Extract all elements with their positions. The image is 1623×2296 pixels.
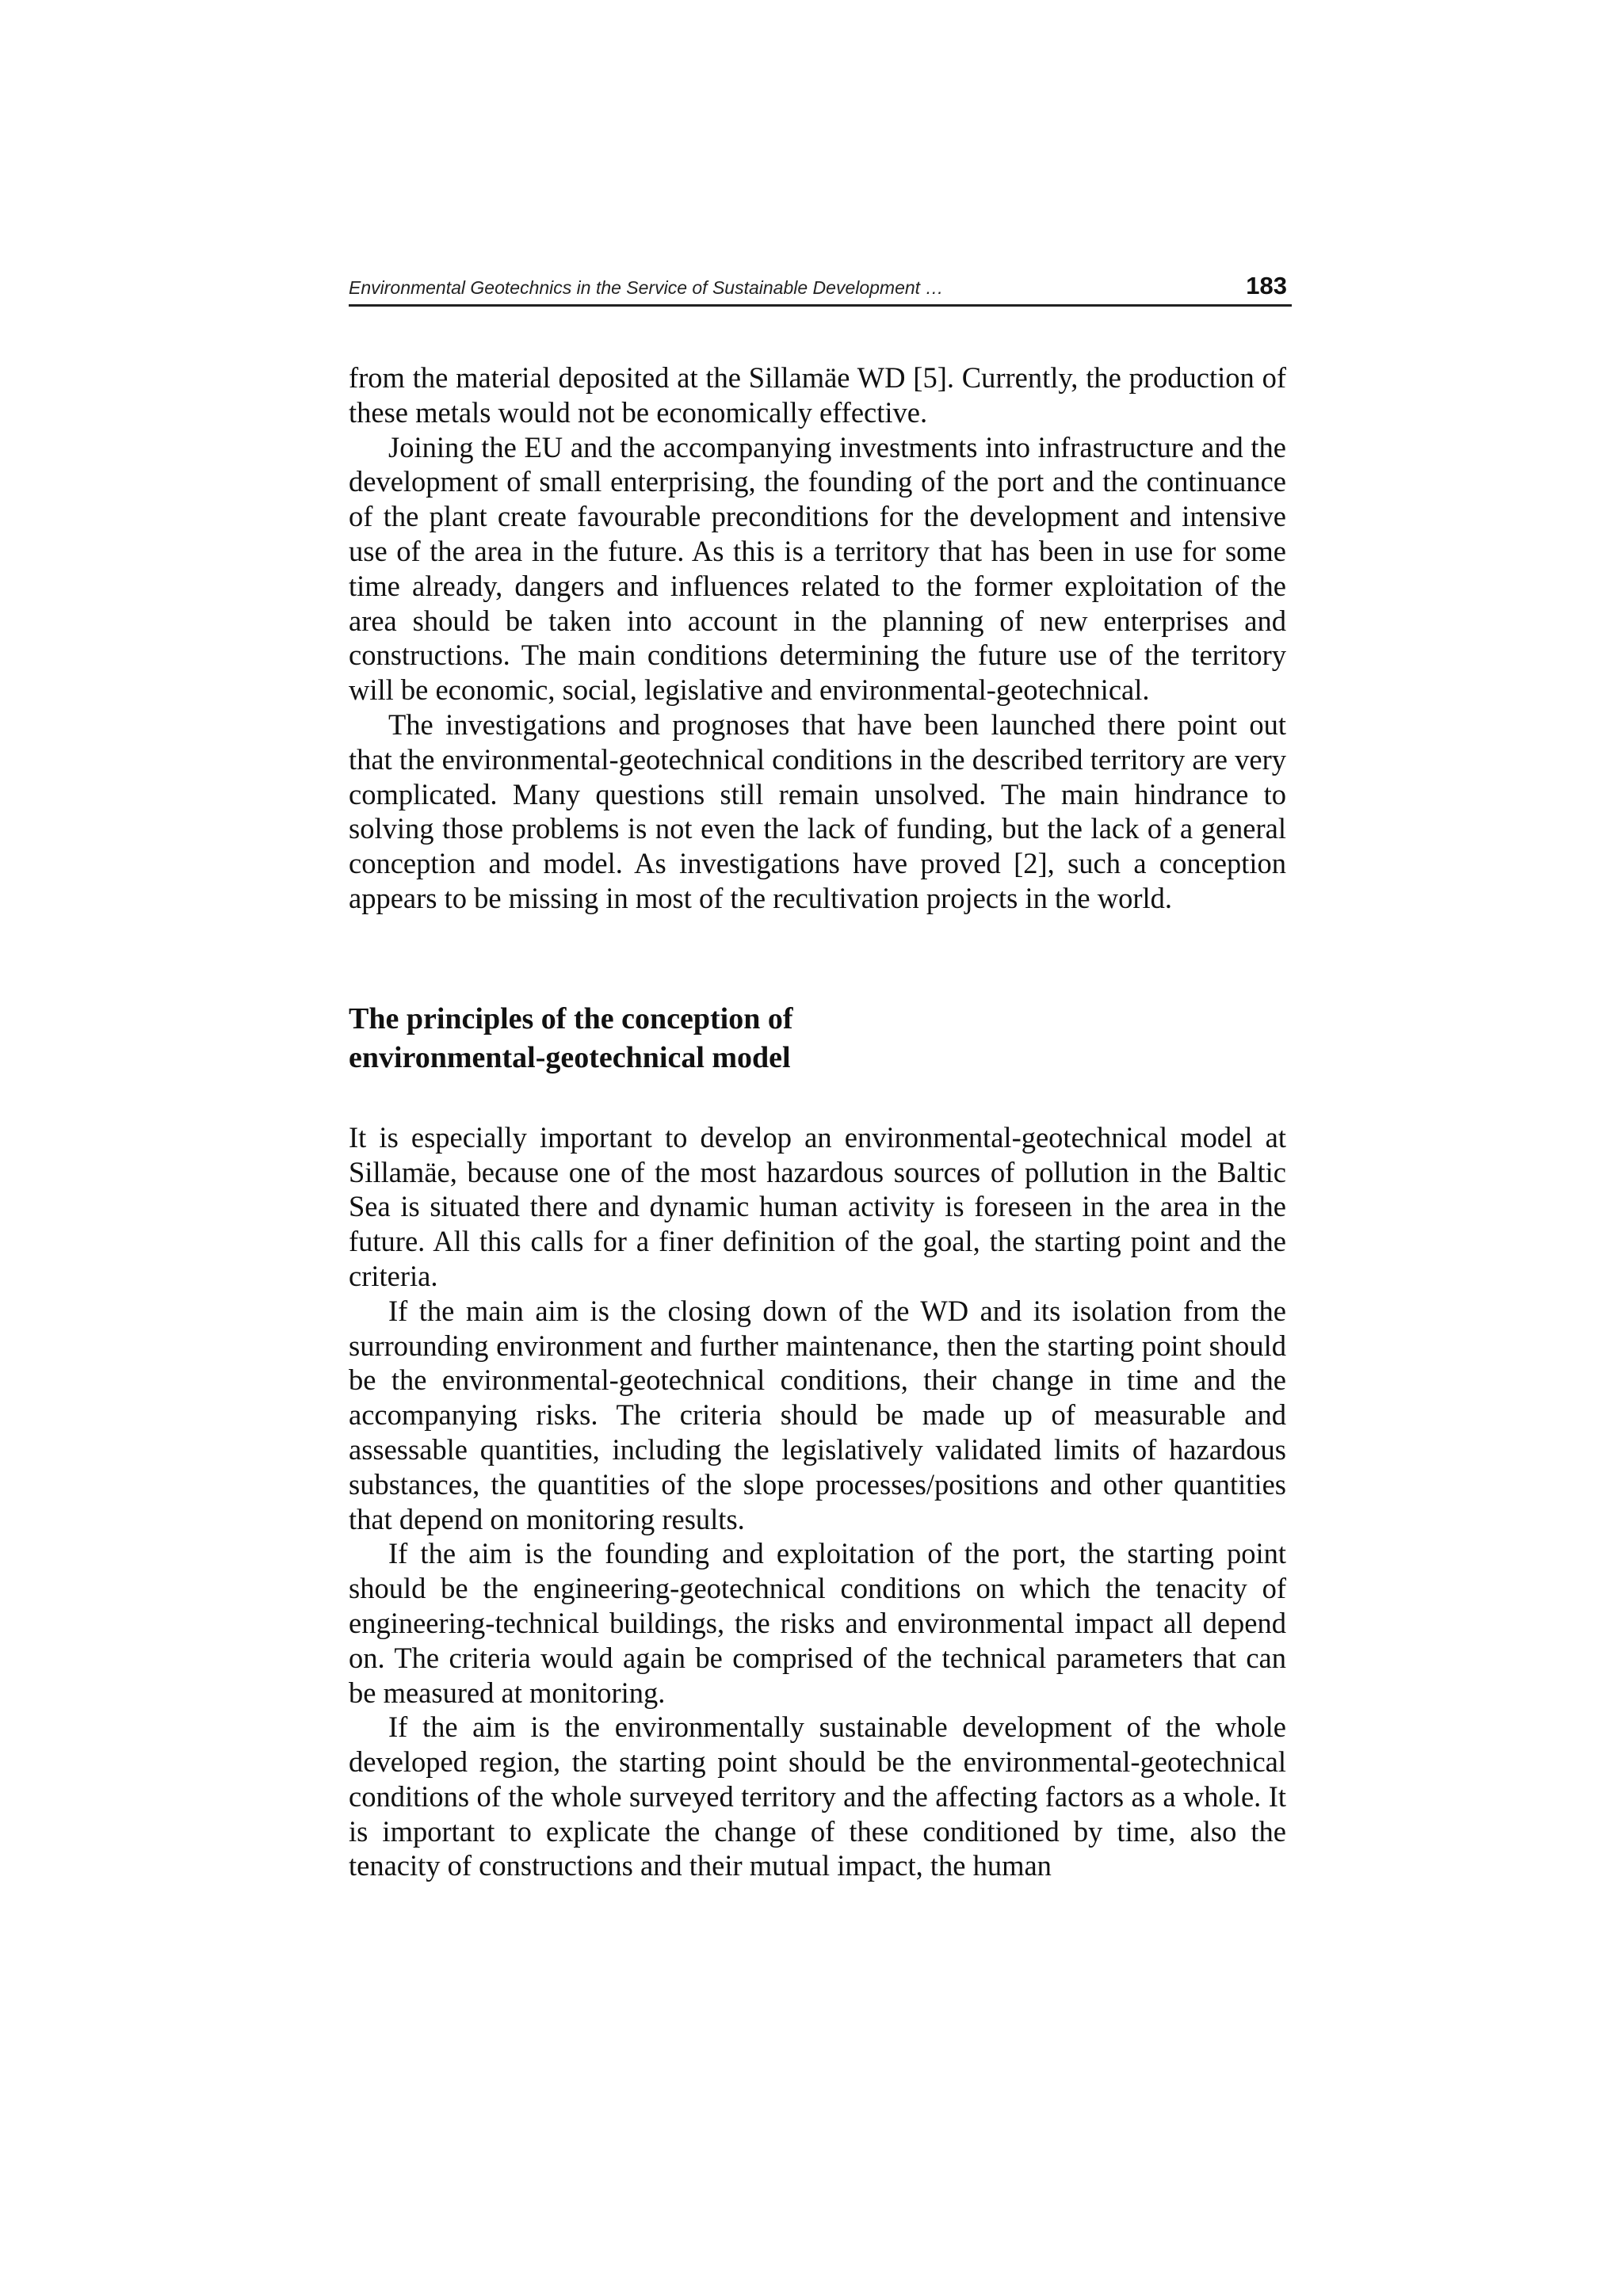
body-text — [349, 360, 1286, 1883]
running-title: Environmental Geotechnics in the Service of Sustainable Development … — [349, 277, 944, 298]
paragraph-continued: from the material deposited at the Sillamäe WD [5]. Currently, the production of these metals would not be economically effective. — [349, 361, 1286, 429]
paragraph: If the aim is the environmentally sustainable development of the whole developed region, the starting point should be the environmental-geotechnical conditions of the whole surveyed territory and the affecting factors as a whole. It is important to explicate the change of these conditioned by time, also the tenacity of constructions and their mutual impact, the human — [349, 1711, 1286, 1882]
paragraph: Joining the EU and the accompanying investments into infrastructure and the development of small enterprising, the founding of the port and the continuance of the plant create favourable preconditions for the development and intensive use of the area in the future. As this is a territory that has been in use for some time already, dangers and influences related to the former exploitation of the area should be taken into account in the planning of new enterprises and constructions. The main conditions determining the future use of the territory will be economic, social, legislative and environmental-geotechnical. — [349, 430, 1286, 707]
section-heading: The principles of the conception of environmental-geotechnical model — [349, 1001, 793, 1074]
running-header — [349, 272, 1292, 307]
page-number: 183 — [1246, 272, 1287, 299]
paragraph-first: It is especially important to develop an environmental-geotechnical model at Sillamäe, because one of the most hazardous sources of pollution in the Baltic Sea is situated there and dynamic human activity is foreseen in the area in the future. All this calls for a finer definition of the goal, the starting point and the criteria. — [349, 1120, 1286, 1292]
paragraph: If the aim is the founding and exploitation of the port, the starting point should be the engineering-geotechnical conditions on which the tenacity of engineering-technical buildings, the risks and environmental impact all depend on. The criteria would again be comprised of the technical parameters that can be measured at monitoring. — [349, 1537, 1286, 1709]
paragraph: If the main aim is the closing down of the WD and its isolation from the surrounding environment and further maintenance, then the starting point should be the environmental-geotechnical conditions, their change in time and the accompanying risks. The criteria should be made up of measurable and assessable quantities, including the legislatively validated limits of hazardous substances, the quantities of the slope processes/positions and other quantities that depend on monitoring results. — [349, 1294, 1286, 1535]
paragraph: The investigations and prognoses that have been launched there point out that the environmental-geotechnical conditions in the described territory are very complicated. Many questions still remain unsolved. The main hindrance to solving those problems is not even the lack of funding, but the lack of a general conception and model. As investigations have proved [2], such a conception appears to be missing in most of the recultivation projects in the world. — [349, 707, 1286, 914]
